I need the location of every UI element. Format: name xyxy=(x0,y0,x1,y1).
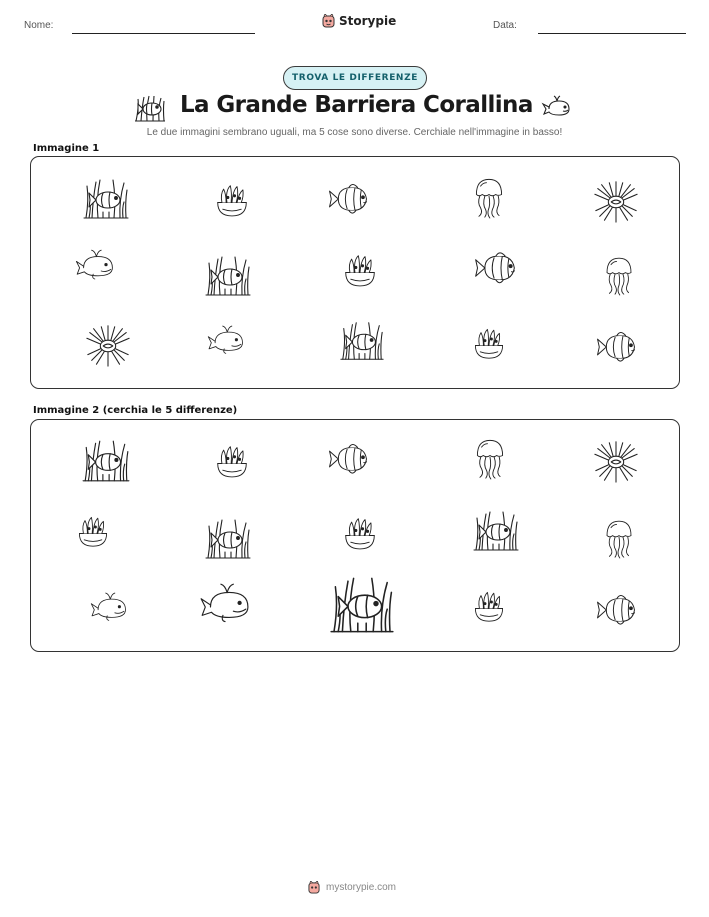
storypie-logo-icon xyxy=(322,14,335,28)
sea-anemone-shell-icon[interactable] xyxy=(469,584,509,628)
date-field[interactable] xyxy=(538,33,686,34)
sea-anemone-shell-icon[interactable] xyxy=(338,512,382,554)
date-label: Data: xyxy=(493,20,517,31)
sea-anemone-icon xyxy=(83,321,133,369)
whale-icon[interactable] xyxy=(188,580,260,632)
clownfish-icon[interactable] xyxy=(322,437,374,481)
sea-anemone-shell-icon[interactable] xyxy=(209,440,255,482)
clownfish-anemone-icon[interactable] xyxy=(202,514,254,564)
sea-anemone-icon[interactable] xyxy=(591,437,641,485)
storypie-logo-icon xyxy=(308,881,320,894)
jellyfish-icon xyxy=(468,173,510,221)
clownfish-anemone-icon[interactable] xyxy=(468,506,524,556)
clownfish-icon xyxy=(469,245,521,291)
page-title: La Grande Barriera Corallina xyxy=(180,92,533,118)
whale-icon[interactable] xyxy=(81,590,135,628)
jellyfish-icon xyxy=(599,249,639,301)
clownfish-anemone-icon[interactable] xyxy=(323,570,401,640)
sea-anemone-icon xyxy=(591,177,641,225)
whale-icon xyxy=(541,93,575,123)
clownfish-anemone-icon xyxy=(335,317,389,365)
whale-icon xyxy=(200,323,250,361)
clownfish-anemone-icon xyxy=(78,174,134,224)
worksheet-type-badge: TROVA LE DIFFERENZE xyxy=(283,66,427,90)
jellyfish-icon[interactable] xyxy=(599,512,639,564)
image1-panel xyxy=(30,156,680,389)
clownfish-anemone-icon[interactable] xyxy=(78,435,134,487)
clownfish-anemone-icon xyxy=(202,251,254,301)
image2-label: Immagine 2 (cerchia le 5 differenze) xyxy=(33,405,238,416)
sea-anemone-shell-icon xyxy=(209,179,255,221)
instructions: Le due immagini sembrano uguali, ma 5 cose sono diverse. Cerchiale nell'immagine in basso! xyxy=(146,127,563,138)
sea-anemone-shell-icon[interactable] xyxy=(73,510,113,552)
sea-anemone-shell-icon xyxy=(469,321,509,365)
clownfish-icon xyxy=(322,177,374,221)
name-field[interactable] xyxy=(72,33,255,34)
footer xyxy=(308,881,396,894)
name-label: Nome: xyxy=(24,20,54,31)
jellyfish-icon[interactable] xyxy=(469,434,511,482)
image1-label: Immagine 1 xyxy=(33,143,100,154)
brand-name: Storypie xyxy=(339,14,397,28)
footer-url: mystorypie.com xyxy=(326,882,397,893)
sea-anemone-shell-icon xyxy=(338,249,382,291)
clownfish-icon xyxy=(591,325,641,369)
image2-panel[interactable] xyxy=(30,419,680,652)
brand-logo xyxy=(322,14,396,28)
clownfish-anemone-icon xyxy=(133,93,167,123)
clownfish-icon[interactable] xyxy=(591,588,641,632)
whale-icon xyxy=(69,247,119,287)
